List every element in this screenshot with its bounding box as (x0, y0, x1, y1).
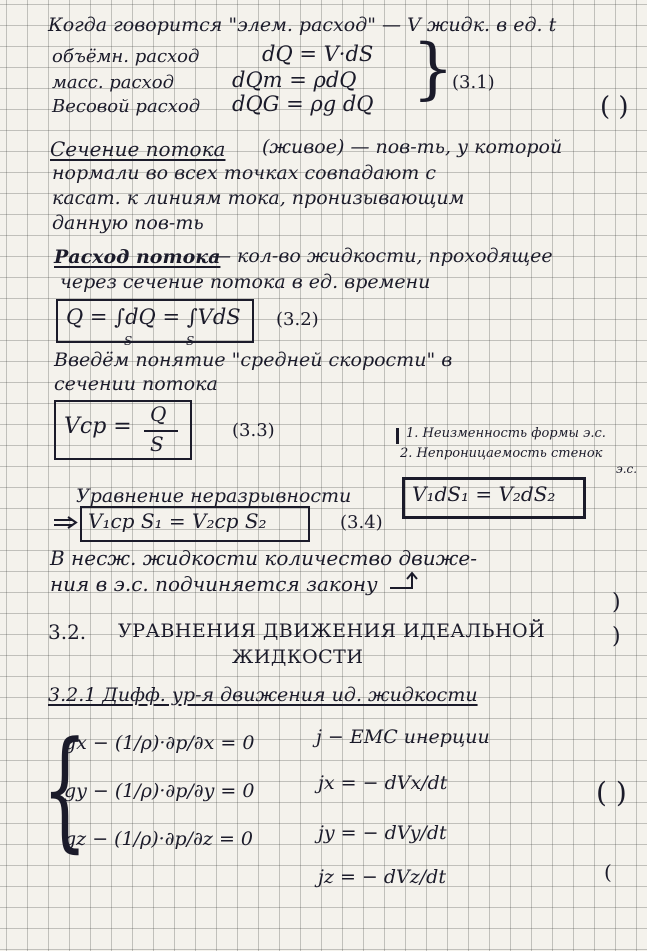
margin-paren-1: ( ) (600, 92, 629, 122)
continuity-boxed-formula: V₁dS₁ = V₂dS₂ (412, 482, 556, 506)
side-note-2: 2. Непроницаемость стенок (400, 446, 603, 461)
side-notes-bar (396, 428, 399, 444)
flow-rate-sub-s1: S (124, 334, 133, 348)
intro-weight-label: Весовой расход (52, 96, 201, 117)
subsection-title: 3.2.1 Дифф. ур-я движения ид. жидкости (48, 684, 478, 706)
flow-rate-line-1: — кол-во жидкости, проходящее (212, 245, 553, 267)
section-heading-number: 3.2. (48, 620, 87, 644)
avg-speed-line-1: Введём понятие "средней скорости" в (54, 349, 453, 371)
margin-paren-2: ) (612, 590, 621, 615)
flow-rate-sub-s2: S (186, 334, 195, 348)
equation-x: gx − (1/ρ)·∂p/∂x = 0 (64, 732, 255, 754)
inertia-jz: jz = − dVz/dt (318, 866, 446, 888)
inertia-jx: jx = − dVx/dt (318, 772, 448, 794)
intro-vol-formula: dQ = V·dS (262, 42, 374, 66)
flow-section-line-1: (живое) — пов-ть, у которой (262, 136, 563, 158)
intro-vol-label: объёмн. расход (52, 46, 200, 67)
section-heading-line-1: УРАВНЕНИЯ ДВИЖЕНИЯ ИДЕАЛЬНОЙ (118, 620, 546, 642)
avg-speed-line-2: сечении потока (54, 373, 218, 395)
flow-rate-eq-number: (3.2) (276, 309, 319, 330)
momentum-line-1: В несж. жидкости количество движе- (50, 546, 478, 570)
system-left-brace: { (42, 713, 88, 865)
intro-line-1: Когда говорится "элем. расход" — V жидк. в ед. t (48, 14, 557, 36)
avg-speed-frac-num: Q (150, 402, 167, 426)
side-note-1: 1. Неизменность формы э.с. (406, 426, 606, 441)
avg-speed-frac-den: S (150, 432, 164, 456)
intro-right-brace: } (412, 30, 454, 107)
intro-weight-formula: dQG = ρg dQ (232, 92, 374, 116)
flow-section-term: Сечение потока (50, 137, 226, 161)
intro-mass-label: масс. расход (52, 72, 174, 93)
margin-paren-5: ( (604, 860, 612, 884)
avg-speed-formula-lhs: Vср = (64, 414, 132, 439)
continuity-formula-2: V₁ср S₁ = V₂ср S₂ (88, 509, 267, 533)
equation-y: gy − (1/ρ)·∂p/∂y = 0 (64, 780, 255, 802)
intro-mass-formula: dQm = ρdQ (232, 68, 357, 92)
margin-paren-4: ( ) (596, 776, 627, 809)
return-arrow-icon (388, 570, 418, 592)
continuity-eq-number: (3.4) (340, 512, 383, 533)
section-heading-line-2: ЖИДКОСТИ (232, 646, 364, 668)
flow-rate-term: Расход потока (54, 246, 221, 268)
side-note-2-tail: э.с. (616, 462, 638, 476)
flow-rate-formula: Q = ∫dQ = ∫VdS (66, 305, 241, 329)
margin-paren-3: ) (612, 624, 621, 649)
equation-z: gz − (1/ρ)·∂p/∂z = 0 (64, 828, 254, 850)
emc-label: j − ЕМС инерции (316, 726, 490, 748)
flow-rate-line-2: через сечение потока в ед. времени (60, 271, 431, 293)
flow-section-line-4: данную пов-ть (52, 212, 204, 234)
flow-section-line-2: нормали во всех точках совпадают с (52, 162, 437, 184)
flow-section-line-3: касат. к линиям тока, пронизывающим (52, 187, 465, 209)
intro-eq-number: (3.1) (452, 72, 495, 93)
continuity-title: Уравнение неразрывности (76, 485, 352, 507)
implies-arrow-icon (52, 515, 80, 531)
momentum-line-2: ния в э.с. подчиняется закону (50, 572, 378, 596)
avg-speed-eq-number: (3.3) (232, 420, 275, 441)
inertia-jy: jy = − dVy/dt (318, 822, 447, 844)
